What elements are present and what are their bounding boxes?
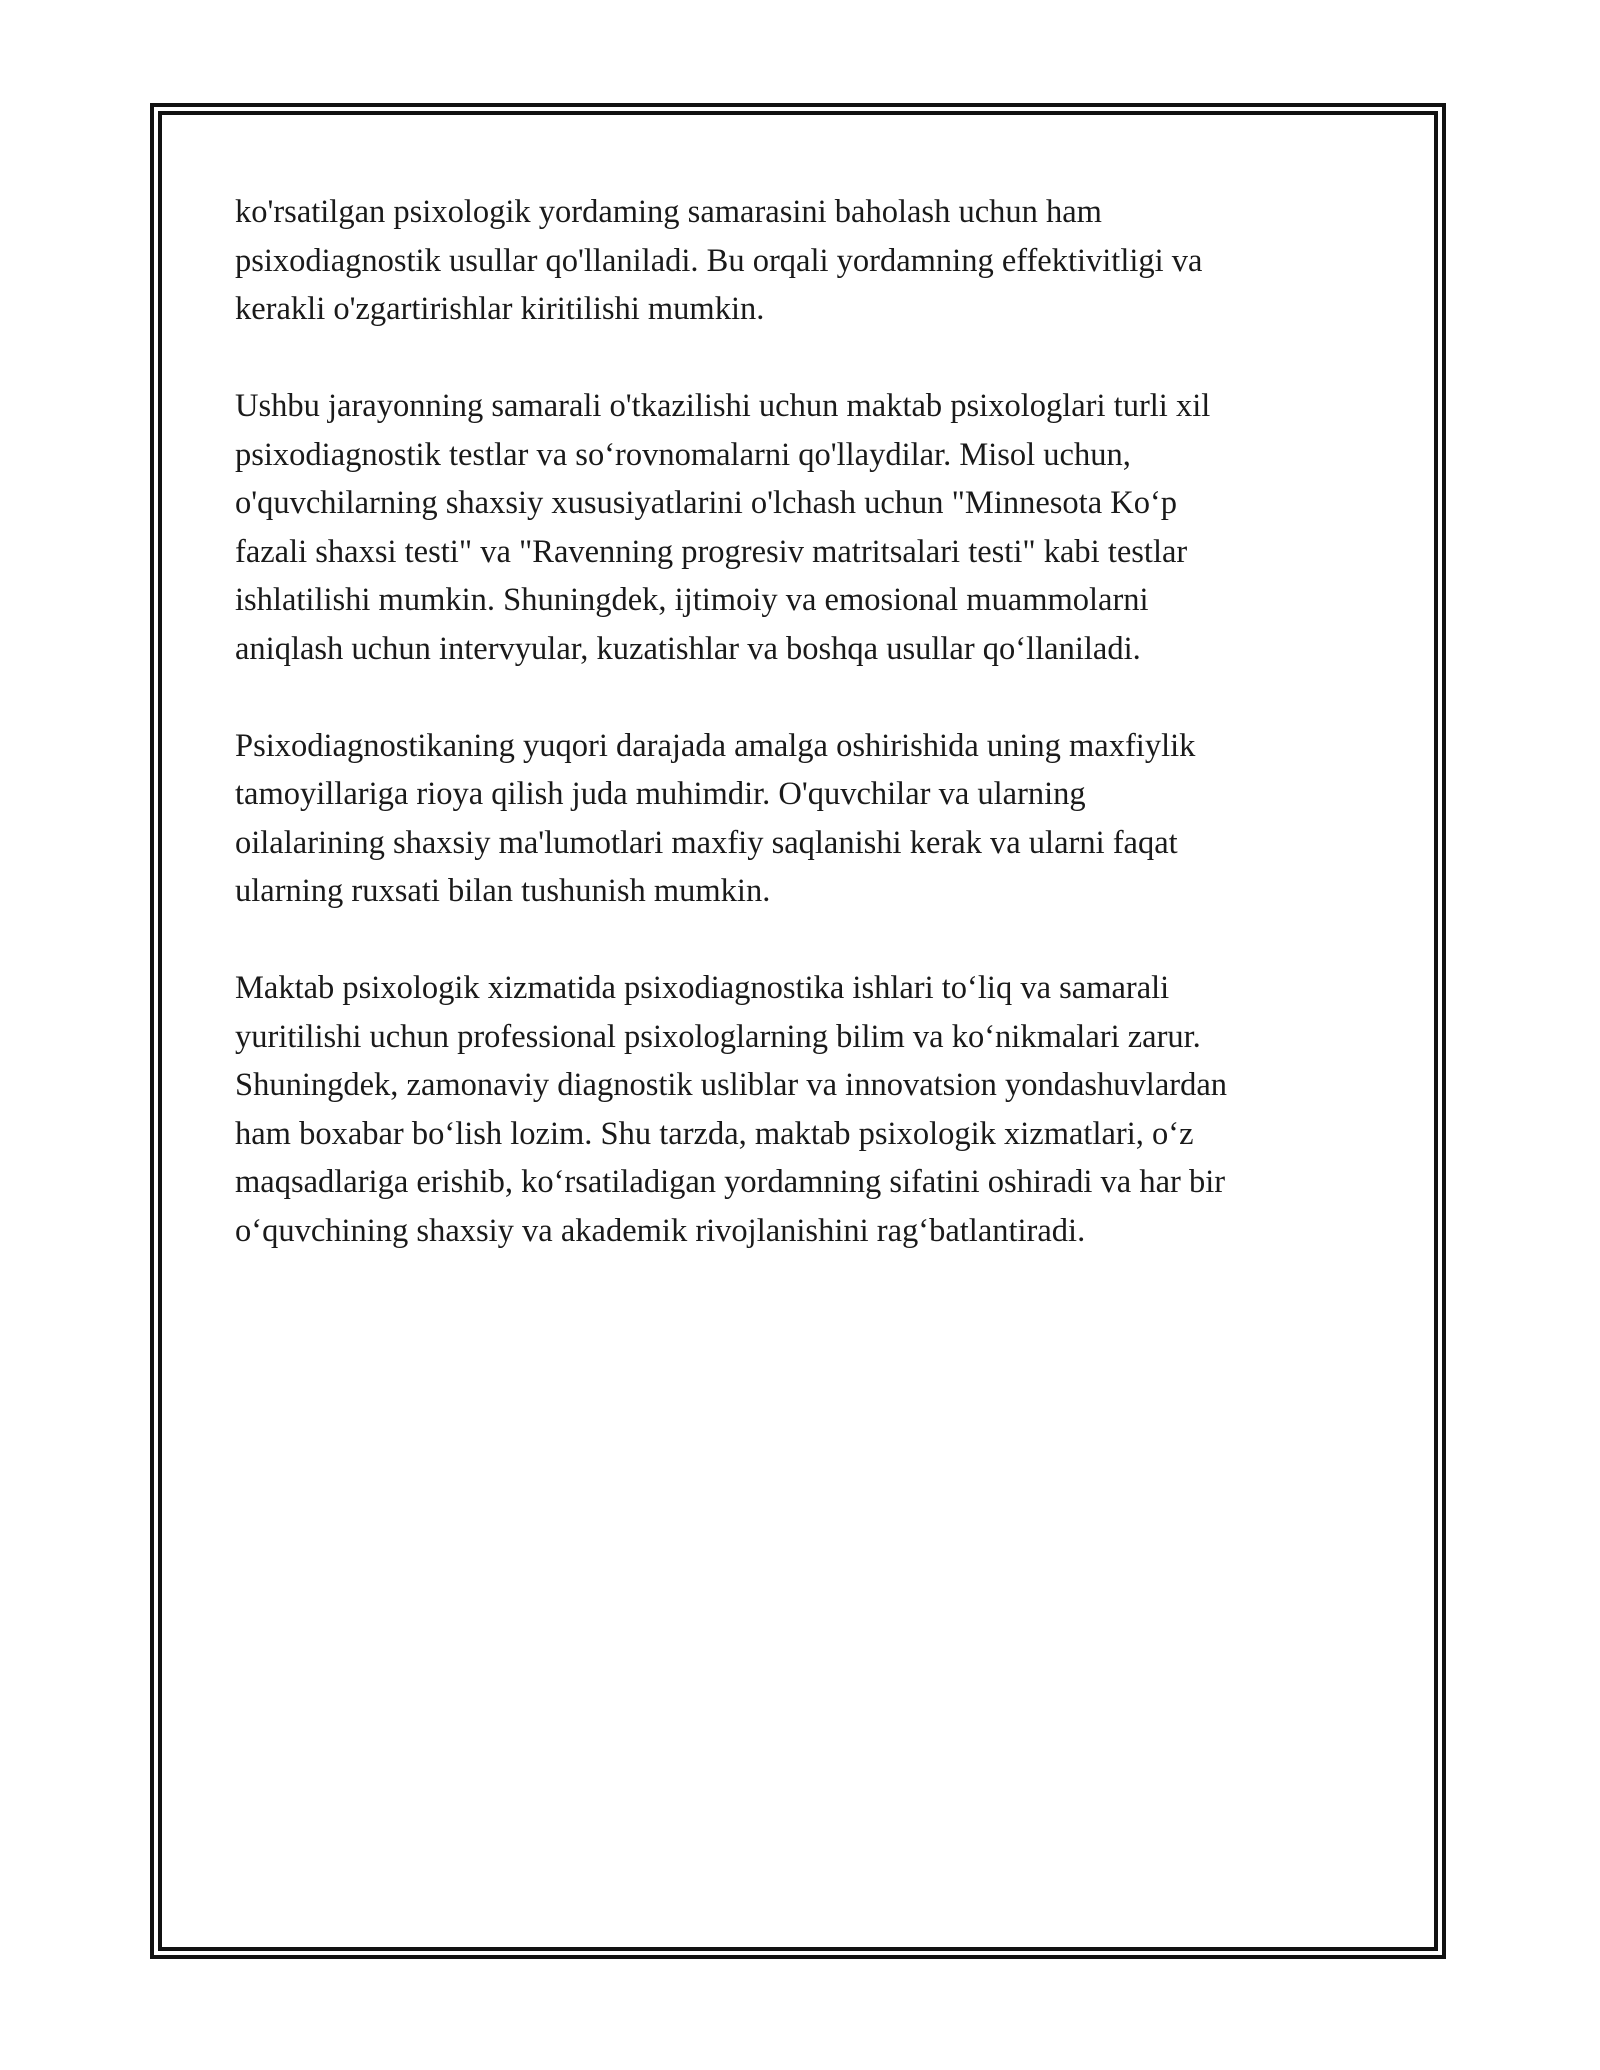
paragraph xyxy=(235,964,1365,1255)
text-line: ishlatilishi mumkin. Shuningdek, ijtimoiy va emosional muammolarni xyxy=(235,582,1149,618)
text-line: psixodiagnostik usullar qo'llaniladi. Bu orqali yordamning effektivitligi va xyxy=(235,242,1203,279)
paragraph xyxy=(235,188,1365,334)
paragraph xyxy=(235,382,1365,673)
text-line: o‘quvchining shaxsiy va akademik rivojlanishini rag‘batlantiradi. xyxy=(235,1212,1086,1249)
document-body xyxy=(235,188,1365,1304)
text-line: o'quvchilarning shaxsiy xususiyatlarini o'lchash uchun "Minnesota Ko‘p xyxy=(235,485,1178,521)
text-line: kerakli o'zgartirishlar kiritilishi mumkin. xyxy=(235,291,765,327)
text-line: psixodiagnostik testlar va so‘rovnomalarni qo'llaydilar. Misol uchun, xyxy=(235,436,1131,473)
text-line: Psixodiagnostikaning yuqori darajada amalga oshirishida uning maxfiylik xyxy=(235,727,1196,764)
text-line: ko'rsatilgan psixologik yordaming samarasini baholash uchun ham xyxy=(235,194,1102,230)
paragraph xyxy=(235,722,1365,916)
text-line: maqsadlariga erishib, ko‘rsatiladigan yordamning sifatini oshiradi va har bir xyxy=(235,1164,1226,1200)
text-line: Maktab psixologik xizmatida psixodiagnostika ishlari to‘liq va samarali xyxy=(235,970,1170,1006)
text-line: ham boxabar bo‘lish lozim. Shu tarzda, maktab psixologik xizmatlari, o‘z xyxy=(235,1115,1194,1152)
text-line: aniqlash uchun intervyular, kuzatishlar va boshqa usullar qo‘llaniladi. xyxy=(235,630,1141,667)
text-line: oilalarining shaxsiy ma'lumotlari maxfiy saqlanishi kerak va ularni faqat xyxy=(235,824,1178,861)
text-line: ularning ruxsati bilan tushunish mumkin. xyxy=(235,873,771,909)
text-line: Shuningdek, zamonaviy diagnostik usliblar va innovatsion yondashuvlardan xyxy=(235,1067,1227,1103)
text-line: tamoyillariga rioya qilish juda muhimdir. O'quvchilar va ularning xyxy=(235,776,1086,812)
text-line: Ushbu jarayonning samarali o'tkazilishi uchun maktab psixologlari turli xil xyxy=(235,388,1211,424)
text-line: yuritilishi uchun professional psixologlarning bilim va ko‘nikmalari zarur. xyxy=(235,1018,1201,1055)
text-line: fazali shaxsi testi" va "Ravenning progresiv matritsalari testi" kabi testlar xyxy=(235,533,1188,570)
